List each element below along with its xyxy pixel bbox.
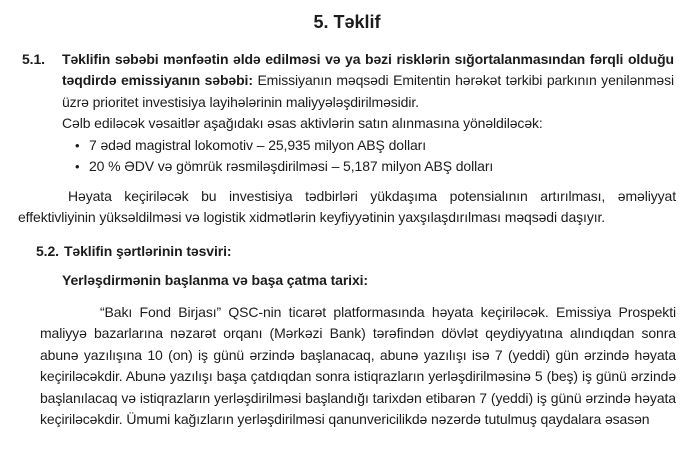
clause-5-2-heading	[36, 241, 694, 263]
placement-paragraph: “Bakı Fond Birjası” QSC-nin ticarət platformasında həyata keçiriləcək. Emissiya Prospekti maliyyə bazarlarına nəzarət orqanı (Mərkəzi Bank) tərəfindən dövlət qeydiyyatına alındıqdan sonra abunə yazılışına 10 (on) iş günü ərzində başlanacaq, abunə yazılışı isə 7 (yeddi) gün ərzində həyata keçiriləcəkdir. Abunə yazılışı başa çatdıqdan sonra istiqrazların yerləşdirilməsinə 5 (beş) iş günü ərzində başlanılacaq və istiqrazların yerləşdirilməsi başlandığı tarixdən etibarən 7 (yeddi) iş günü ərzində həyata keçiriləcəkdir. Ümumi kağızların yerləşdirilməsi qanunvericilikdə nəzərdə tutulmuş qaydalara əsasən	[40, 303, 676, 427]
funds-intro-line: Cəlb ediləcək vəsaitlər aşağıdakı əsas aktivlərin satın alınmasına yönəldiləcək:	[62, 115, 543, 131]
clause-5-1	[22, 49, 674, 178]
clause-5-1-lead-paragraph	[62, 49, 674, 114]
asset-item	[62, 135, 674, 157]
clause-5-2-number: 5.2.	[36, 242, 59, 259]
bullet-icon: •	[75, 137, 80, 153]
asset-item	[62, 156, 674, 178]
placement-dates-subheading: Yerləşdirmənin başlanma və başa çatma tarixi:	[62, 272, 368, 288]
clause-5-1-heading: Təklifin səbəbi mənfəətin əldə edilməsi və ya bəzi risklərin sığortalanmasından fərqli olduğu təqdirdə emissiyanın səbəbi:	[62, 50, 674, 88]
clause-5-1-number: 5.1.	[22, 50, 45, 67]
asset-item-label: 7 ədəd magistral lokomotiv – 25,935 milyon ABŞ dolları	[89, 136, 427, 153]
bullet-icon: •	[75, 159, 80, 174]
asset-item-label: 20 % ƏDV və gömrük rəsmiləşdirilməsi – 5,187 milyon ABŞ dolları	[89, 158, 494, 174]
document-page	[0, 12, 694, 470]
investment-purpose-paragraph: Həyata keçiriləcək bu investisiya tədbirləri yükdaşıma potensialının artırılması, əməliyyat effektivliyinin yüksəldilməsi və logistik xidmətlərin keyfiyyətinin yaxşılaşdırılması məqsədi daşıyır.	[18, 187, 676, 225]
clause-5-2-title: Təklifin şərtlərinin təsviri:	[63, 242, 232, 259]
clause-5-1-content	[62, 49, 674, 178]
clause-5-1-heading-rest: Emissiyanın məqsədi Emitentin hərəkət tərkibi parkının yenilənməsi üzrə prioritet investisiya layihələrinin maliyyələşdirilməsidir.	[62, 72, 674, 110]
asset-list	[62, 135, 674, 178]
section-title: 5. Təklif	[313, 12, 381, 32]
